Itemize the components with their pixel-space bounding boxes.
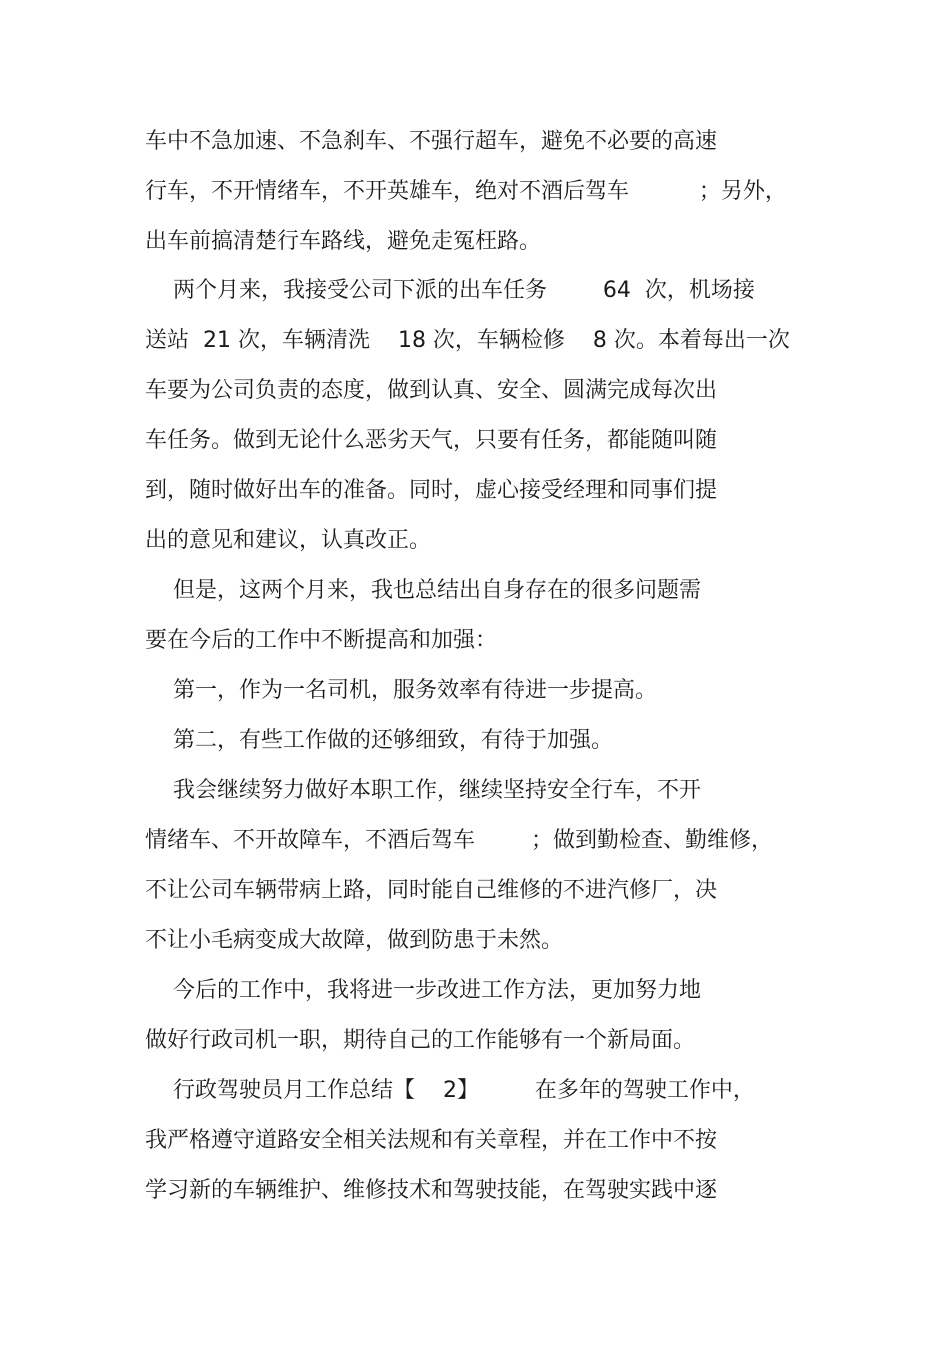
text-line: 第二，有些工作做的还够细致，有待于加强。	[145, 728, 613, 753]
text-line: 要在今后的工作中不断提高和加强：	[145, 628, 498, 653]
text-line: 车任务。做到无论什么恶劣天气，只要有任务，都能随叫随	[145, 428, 718, 453]
text-line: 行车，不开情绪车，不开英雄车，绝对不酒后驾车 ；另外，	[145, 179, 787, 204]
text-line: 做好行政司机一职，期待自己的工作能够有一个新局面。	[145, 1028, 696, 1053]
text-line: 两个月来，我接受公司下派的出车任务 64 次，机场接	[145, 278, 755, 303]
text-line: 送站 21 次，车辆清洗 18 次，车辆检修 8 次。本着每出一次	[145, 328, 790, 353]
text-line: 出的意见和建议，认真改正。	[145, 528, 432, 553]
text-line: 我会继续努力做好本职工作，继续坚持安全行车，不开	[145, 778, 701, 803]
text-line: 我严格遵守道路安全相关法规和有关章程，并在工作中不按	[145, 1128, 718, 1153]
text-line: 今后的工作中，我将进一步改进工作方法，更加努力地	[145, 978, 701, 1003]
text-line: 不让小毛病变成大故障，做到防患于未然。	[145, 928, 564, 953]
text-line: 情绪车、不开故障车，不酒后驾车 ；做到勤检查、勤维修，	[145, 828, 773, 853]
text-line: 到，随时做好出车的准备。同时，虚心接受经理和同事们提	[145, 478, 718, 503]
text-line: 但是，这两个月来，我也总结出自身存在的很多问题需	[145, 578, 701, 603]
text-line: 出车前搞清楚行车路线，避免走冤枉路。	[145, 229, 542, 254]
text-line: 不让公司车辆带病上路，同时能自己维修的不进汽修厂，决	[145, 878, 718, 903]
text-line: 车中不急加速、不急刹车、不强行超车，避免不必要的高速	[145, 129, 718, 154]
text-line: 学习新的车辆维护、维修技术和驾驶技能，在驾驶实践中逐	[145, 1178, 718, 1203]
text-line: 第一，作为一名司机，服务效率有待进一步提高。	[145, 678, 657, 703]
text-line: 车要为公司负责的态度，做到认真、安全、圆满完成每次出	[145, 378, 718, 403]
text-line: 行政驾驶员月工作总结【 2】 在多年的驾驶工作中，	[145, 1078, 755, 1103]
